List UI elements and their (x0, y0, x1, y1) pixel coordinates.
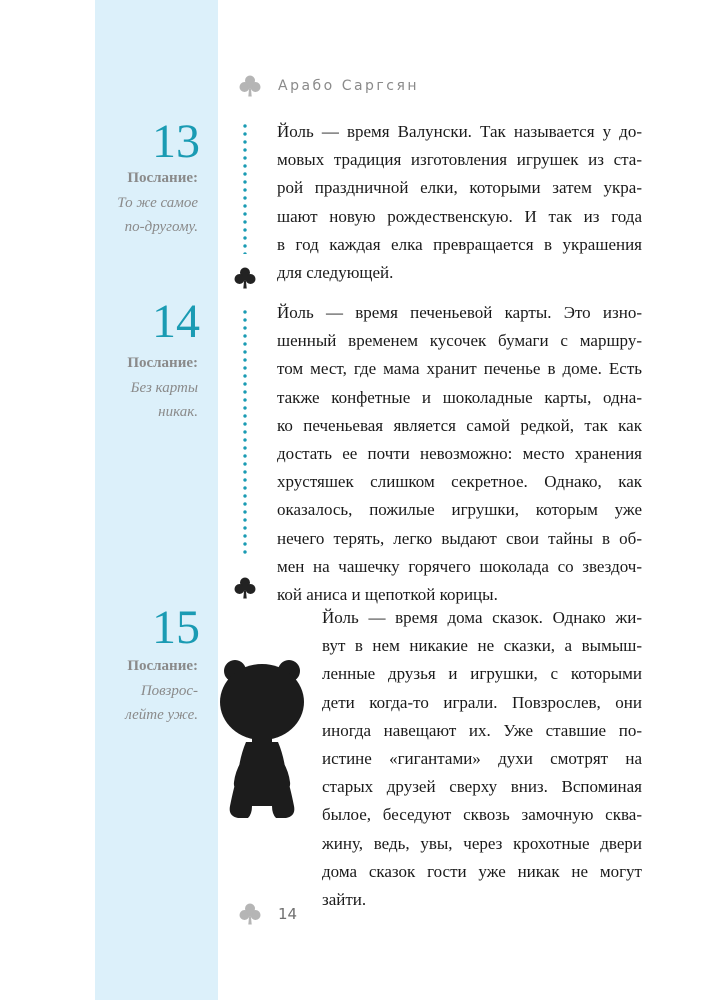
entry-text: Йоль — время Валунски. Так называется у до- мовых традиция изготовления игрушек из ста- рой праздничной елки, которыми затем укра- шают новую рождественскую. И так из года в год каждая елка превращается в украшения для следующей. (277, 122, 642, 283)
running-header (238, 72, 419, 100)
dotted-separator (243, 308, 247, 558)
page-footer (238, 900, 297, 928)
message-text: То же самое по-другому. (117, 195, 198, 235)
clover-ornament-icon (238, 74, 262, 98)
page-number: 14 (278, 905, 298, 923)
entry-number: 15 (152, 601, 200, 654)
message-label: Послание: (127, 355, 198, 371)
message-label: Послание: (127, 658, 198, 674)
clover-ornament-icon (233, 576, 257, 600)
entry-number: 14 (152, 295, 200, 348)
author-name: Арабо Саргсян (278, 78, 420, 94)
message-label: Послание: (127, 170, 198, 186)
message-text: Повзрос- лейте уже. (125, 683, 198, 723)
entry-number: 13 (152, 115, 200, 168)
clover-ornament-icon (233, 266, 257, 290)
clover-ornament-icon (238, 902, 262, 926)
bear-silhouette (218, 656, 306, 826)
message-text: Без карты никак. (130, 380, 198, 420)
dotted-separator (243, 122, 247, 254)
entry-text: Йоль — время печеньевой карты. Это изно- шенный временем кусочек бумаги с маршру- том мест, где мама хранит печенье в доме. Есть также конфетные и шоколадные карты, одна- ко печеньевая является самой редкой, так как достать ее почти невозможно: место хранения хрустяшек слишком секретное. Однако, как оказалось, пожилые игрушки, которым уже нечего терять, легко выдают свои тайны в об- мен на чашечку горячего шоколада со звездоч- кой аниса и щепоткой корицы. (277, 303, 642, 605)
entry-text: Йоль — время дома сказок. Однако жи- вут в нем никакие не сказки, а вымыш- ленные друзья и игрушки, с которыми дети когда-то играли. Повзрослев, они иногда навещают их. Уже ставшие по- истине «гигантами» духи смотрят на старых друзей сверху вниз. Вспоминая былое, беседуют сквозь замочную сква- жину, ведь, увы, через крохотные двери дома сказок гости уже никак не могут зайти. (322, 608, 642, 910)
